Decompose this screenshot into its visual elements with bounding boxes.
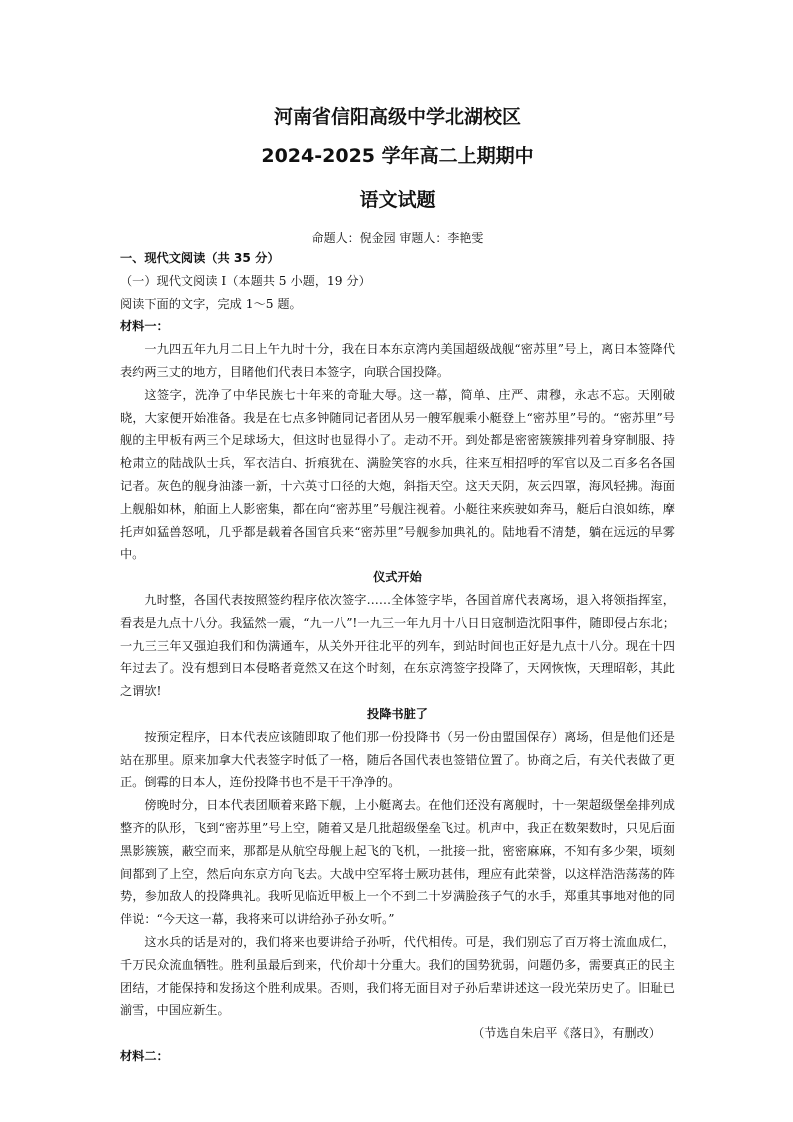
instruction: 阅读下面的文字，完成 1～5 题。: [120, 296, 302, 311]
subheading-surrender-document: 投降书脏了: [367, 706, 428, 721]
material-1-label: 材料一：: [120, 319, 169, 334]
paragraph-1: 一九四五年九月二日上午九时十分，我在日本东京湾内美国超级战舰“密苏里”号上，离日本签降代表约两三丈的地方，目睹他们代表日本签字，向联合国投降。: [120, 342, 675, 379]
authors-line: 命题人：倪金园 审题人：李艳雯: [311, 231, 484, 245]
source-citation: （节选自朱启平《落日》，有删改）: [472, 1026, 661, 1041]
paragraph-2: 这签字，洗净了中华民族七十年来的奇耻大辱。这一幕，简单、庄严、肃穆，永志不忘。天刚破晓，大家便开始准备。我是在七点多钟随同记者团从另一艘军舰乘小艇登上“密苏里”号的。“密苏里”号舰的主甲板有两三个足球场大，但这时也显得小了。走动不开。到处都是密密簇簇排列着身穿制服、持枪肃立的陆战队士兵，军衣洁白、折痕犹在、满脸笑容的水兵，往来互相招呼的军官以及二百多名各国记者。灰色的舰身油漆一新，十六英寸口径的大炮，斜指天空。这天天阴，灰云四罩，海风轻拂。海面上舰船如林，舶面上人影密集，都在向“密苏里”号舰注视着。小艇往来疾驶如奔马，艇后白浪如练，摩托声如猛兽怒吼，几乎都是载着各国官兵来“密苏里”号舰参加典礼的。陆地看不清楚，躺在远远的早雾中。: [120, 387, 675, 562]
paragraph-3: 九时整，各国代表按照签约程序依次签字……全体签字毕，各国首席代表离场，退入将领指挥室，看表是九点十八分。我猛然一震，“九一八”!一九三一年九月十八日日寇制造沈阳事件，随即侵占东北；一九三三年又强迫我们和伪满通车，从关外开往北平的列车，到站时间也正好是九点十八分。现在十四年过去了。没有想到日本侵略者竟然又在这个时刻，在东京湾签字投降了，天网恢恢，天理昭彰，其此之谓欤!: [120, 592, 675, 699]
school-title: 河南省信阳高级中学北湖校区: [273, 106, 521, 128]
subject-title: 语文试题: [359, 189, 436, 211]
paragraph-6: 这水兵的话是对的，我们将来也要讲给子孙听，代代相传。可是，我们别忘了百万将士流血成仁，千万民众流血牺牲。胜利虽最后到来，代价却十分重大。我们的国势犹弱，问题仍多，需要真正的民主团结，才能保持和发扬这个胜利成果。否则，我们将无面目对子孙后辈讲述这一段光荣历史了。旧耻已湔雪，中国应新生。: [120, 934, 675, 1018]
sub-section-heading: （一）现代文阅读 I（本题共 5 小题，19 分）: [120, 273, 371, 288]
paragraph-5: 傍晚时分，日本代表团顺着来路下舰，上小艇离去。在他们还没有离舰时，十一架超级堡垒排列成整齐的队形，飞到“密苏里”号上空，随着又是几批超级堡垒飞过。机声中，我正在数架数时，只见后面黑影簇簇，蔽空而来，那都是从航空母舰上起飞的飞机，一批接一批，密密麻麻，不知有多少架，顷刻间都到了上空，然后向东京方向飞去。大战中空军将士厥功甚伟，理应有此荣誉，以这样浩浩荡荡的阵势，参加敌人的投降典礼。我听见临近甲板上一个不到二十岁满脸孩子气的水手，郑重其事地对他的同伴说：“今天这一幕，我将来可以讲给孙子孙女听。”: [120, 798, 675, 927]
section-heading: 一、现代文阅读（共 35 分）: [120, 251, 280, 265]
subheading-ceremony-begins: 仪式开始: [373, 570, 422, 585]
term-title: 2024-2025 学年高二上期期中: [261, 145, 534, 167]
material-2-label: 材料二：: [120, 1048, 169, 1063]
paragraph-4: 按预定程序，日本代表应该随即取了他们那一份投降书（另一份由盟国保存）离场，但是他们还是站在那里。原来加拿大代表签字时低了一格，随后各国代表也签错位置了。协商之后，有关代表做了更正。倒霉的日本人，连份投降书也不是干干净净的。: [120, 729, 675, 790]
